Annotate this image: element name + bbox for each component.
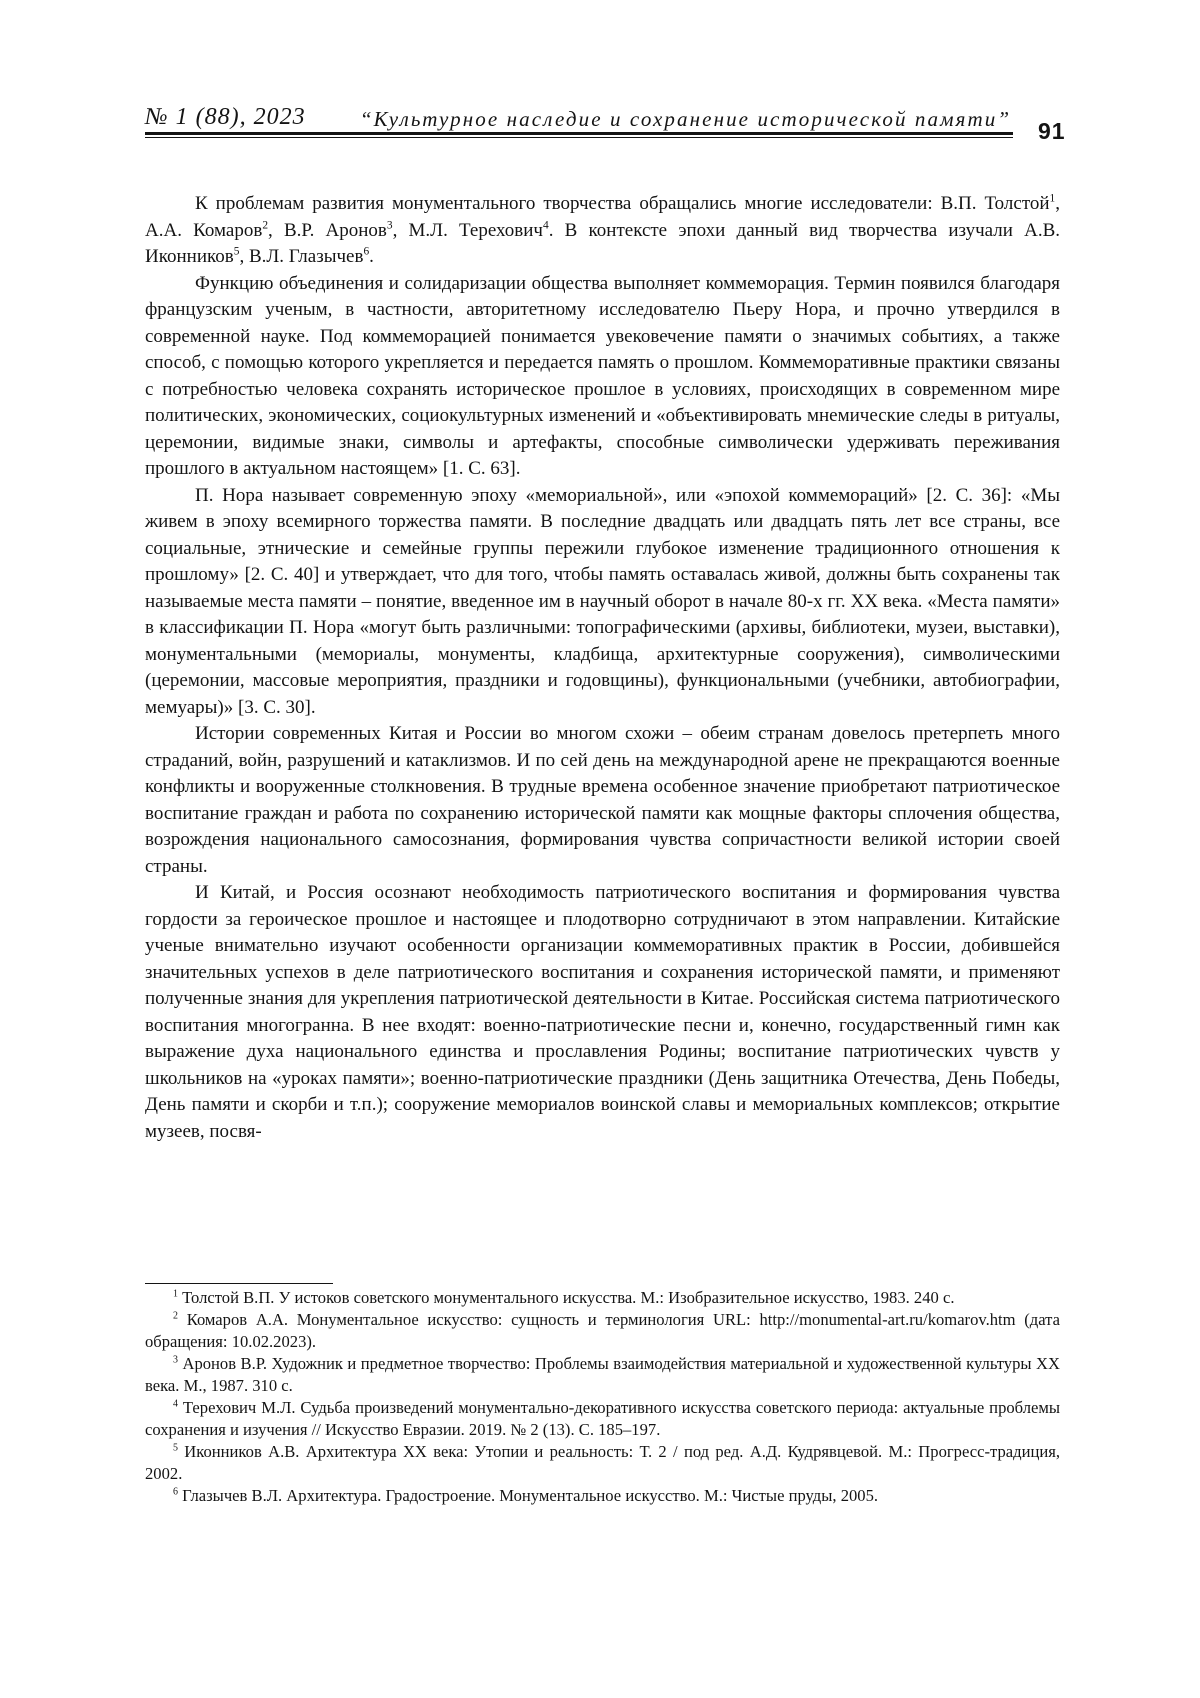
footnote-ref-4[interactable]: 4 (543, 219, 549, 231)
footnote-5: 5 Иконников А.В. Архитектура XX века: Утопии и реальность: Т. 2 / под ред. А.Д. Кудрявцевой. М.: Прогресс-традиция, 2002. (145, 1441, 1060, 1485)
footnote-ref-1[interactable]: 1 (1050, 193, 1056, 205)
footnote-ref-2[interactable]: 2 (262, 219, 268, 231)
footnote-1: 1 Толстой В.П. У истоков советского монументального искусства. М.: Изобразительное искусство, 1983. 240 с. (145, 1287, 1060, 1309)
paragraph-5: И Китай, и Россия осознают необходимость патриотического воспитания и формирования чувства гордости за героическое прошлое и настоящее и плодотворно сотрудничают в этом направлении. Китайские ученые внимательно изучают особенности организации коммеморативных практик в России, добившейся значительных успехов в деле патриотического воспитания и сохранения исторической памяти, и применяют полученные знания для укрепления патриотической деятельности в Китае. Российская система патриотического воспитания многогранна. В нее входят: военно-патриотические песни и, конечно, государственный гимн как выражение духа национального единства и прославления Родины; воспитание патриотических чувств у школьников на «уроках памяти»; военно-патриотические праздники (День защитника Отечества, День Победы, День памяти и скорби и т.п.); сооружение мемориалов воинской славы и мемориальных комплексов; открытие музеев, посвя- (145, 880, 1060, 1145)
article-body (145, 191, 1060, 1145)
footnote-3: 3 Аронов В.Р. Художник и предметное творчество: Проблемы взаимодействия материальной и художественной культуры XX века. М., 1987. 310 с. (145, 1353, 1060, 1397)
footnote-2: 2 Комаров А.А. Монументальное искусство: сущность и терминология URL: http://monumental-art.ru/komarov.htm (дата обращения: 10.02.2023). (145, 1309, 1060, 1353)
journal-page (0, 0, 1200, 1698)
paragraph-2: Функцию объединения и солидаризации общества выполняет коммеморация. Термин появился благодаря французским ученым, в частности, авторитетному исследователю Пьеру Нора, и прочно утвердился в современной науке. Под коммеморацией понимается увековечение памяти о значимых событиях, а также способ, с помощью которого укрепляется и передается память о прошлом. Коммеморативные практики связаны с потребностью человека сохранять историческое прошлое в условиях, происходящих в современном мире политических, экономических, социокультурных изменений и «объективировать мнемические следы в ритуалы, церемонии, видимые знаки, символы и артефакты, способные символически удерживать переживания прошлого в актуальном настоящем» [1. С. 63]. (145, 271, 1060, 483)
paragraph-4: Истории современных Китая и России во многом схожи – обеим странам довелось претерпеть много страданий, войн, разрушений и катаклизмов. И по сей день на международной арене не прекращаются военные конфликты и вооруженные столкновения. В трудные времена особенное значение приобретают патриотическое воспитание граждан и работа по сохранению исторической памяти как мощные факторы сплочения общества, возрождения национального самосознания, формирования чувства сопричастности великой истории своей страны. (145, 721, 1060, 880)
footnote-6: 6 Глазычев В.Л. Архитектура. Градостроение. Монументальное искусство. М.: Чистые пруды, 2005. (145, 1485, 1060, 1507)
footnote-ref-5[interactable]: 5 (234, 246, 240, 258)
footnote-ref-6[interactable]: 6 (363, 246, 369, 258)
page-number: 91 (1038, 118, 1066, 145)
header-rule-thin (145, 137, 1013, 138)
paragraph-3: П. Нора называет современную эпоху «мемориальной», или «эпохой коммемораций» [2. С. 36]: «Мы живем в эпоху всемирного торжества памяти. В последние двадцать или двадцать пять лет все страны, все социальные, этнические и семейные группы пережили глубокое изменение традиционного отношения к прошлому» [2. С. 40] и утверждает, что для того, чтобы память оставалась живой, должны быть сохранены так называемые места памяти – понятие, введенное им в научный оборот в начале 80-х гг. XX века. «Места памяти» в классификации П. Нора «могут быть различными: топографическими (архивы, библиотеки, музеи, выставки), монументальными (мемориалы, монументы, кладбища, архитектурные сооружения), символическими (церемонии, массовые мероприятия, праздники и годовщины), функциональными (учебники, автобиографии, мемуары)» [3. С. 30]. (145, 483, 1060, 722)
running-header (145, 104, 1060, 144)
paragraph-1: К проблемам развития монументального творчества обращались многие исследователи: В.П. Толстой1, А.А. Комаров2, В.Р. Аронов3, М.Л. Терехович4. В контексте эпохи данный вид творчества изучали А.В. Иконников5, В.Л. Глазычев6. (145, 191, 1060, 271)
footnotes (145, 1287, 1060, 1507)
issue-number: № 1 (88), 2023 (145, 104, 306, 131)
footnote-ref-3[interactable]: 3 (387, 219, 393, 231)
header-rule (145, 132, 1013, 135)
journal-title: “Культурное наследие и сохранение исторической памяти” (353, 107, 1018, 132)
footnote-4: 4 Терехович М.Л. Судьба произведений монументально-декоративного искусства советского периода: актуальные проблемы сохранения и изучения // Искусство Евразии. 2019. № 2 (13). С. 185–197. (145, 1397, 1060, 1441)
footnote-separator (145, 1283, 333, 1284)
